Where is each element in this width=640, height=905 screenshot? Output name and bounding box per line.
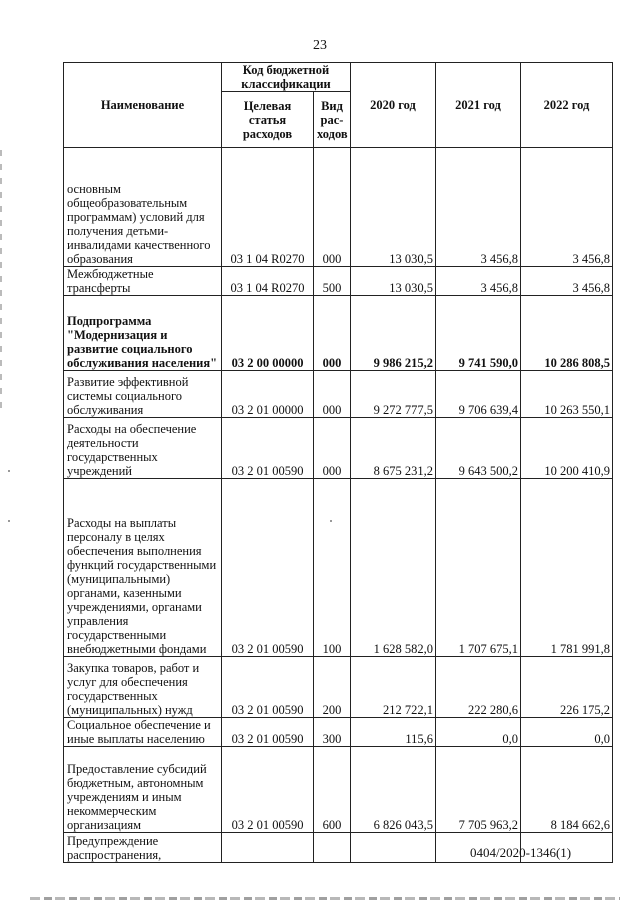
row-name: Подпрограмма "Модернизация и развитие социального обслуживания населения" [64,296,222,371]
row-2022: 0,0 [521,718,613,747]
scan-dot [330,520,332,522]
table-row [64,267,613,296]
row-target-article: 03 2 01 00000 [222,371,314,418]
table-row [64,371,613,418]
row-name: основным общеобразовательным программам) условий для получения детьми-инвалидами качественного образования [64,148,222,267]
scan-artifact-line [30,897,620,900]
scan-dot [8,520,10,522]
row-expense-type: 300 [314,718,351,747]
row-target-article: 03 2 01 00590 [222,747,314,833]
row-target-article [222,833,314,863]
header-expense-type: Вид рас-ходов [314,92,351,148]
row-expense-type: 200 [314,657,351,718]
table-row [64,718,613,747]
header-2021: 2021 год [436,63,521,148]
scan-dot [8,470,10,472]
row-name: Межбюджетные трансферты [64,267,222,296]
row-target-article: 03 2 01 00590 [222,479,314,657]
row-2020: 13 030,5 [351,148,436,267]
row-2022: 226 175,2 [521,657,613,718]
row-2021: 222 280,6 [436,657,521,718]
row-target-article: 03 2 01 00590 [222,657,314,718]
document-code: 0404/2020-1346(1) [470,845,572,860]
row-2022: 10 286 808,5 [521,296,613,371]
row-2021: 9 741 590,0 [436,296,521,371]
row-2022: 3 456,8 [521,267,613,296]
header-2022: 2022 год [521,63,613,148]
page-number: 23 [313,38,327,53]
row-name: Расходы на обеспечение деятельности государственных учреждений [64,418,222,479]
budget-table [63,62,613,863]
row-name: Предоставление субсидий бюджетным, автономным учреждениям и иным некоммерческим организациям [64,747,222,833]
row-2021: 7 705 963,2 [436,747,521,833]
row-target-article: 03 1 04 R0270 [222,148,314,267]
row-target-article: 03 1 04 R0270 [222,267,314,296]
scan-artifact-left [0,150,2,410]
header-code-group: Код бюджетной классификации [222,63,351,92]
row-2020: 115,6 [351,718,436,747]
table-row [64,148,613,267]
row-2022: 10 200 410,9 [521,418,613,479]
row-2021: 1 707 675,1 [436,479,521,657]
row-2021: 9 643 500,2 [436,418,521,479]
table-row [64,747,613,833]
table-row [64,657,613,718]
row-2022: 10 263 550,1 [521,371,613,418]
row-2020: 1 628 582,0 [351,479,436,657]
row-2022: 3 456,8 [521,148,613,267]
row-expense-type: 000 [314,148,351,267]
header-name: Наименование [64,63,222,148]
row-2020: 212 722,1 [351,657,436,718]
row-expense-type: 000 [314,418,351,479]
header-2020: 2020 год [351,63,436,148]
table-row [64,296,613,371]
row-2020: 6 826 043,5 [351,747,436,833]
row-expense-type: 100 [314,479,351,657]
row-2020: 9 986 215,2 [351,296,436,371]
row-2020 [351,833,436,863]
row-expense-type: 500 [314,267,351,296]
row-expense-type: 600 [314,747,351,833]
row-2021: 0,0 [436,718,521,747]
table-row [64,418,613,479]
row-2021: 3 456,8 [436,148,521,267]
row-2020: 13 030,5 [351,267,436,296]
row-target-article: 03 2 00 00000 [222,296,314,371]
row-2021: 9 706 639,4 [436,371,521,418]
row-2021: 3 456,8 [436,267,521,296]
row-expense-type: 000 [314,296,351,371]
row-target-article: 03 2 01 00590 [222,718,314,747]
row-name: Закупка товаров, работ и услуг для обеспечения государственных (муниципальных) нужд [64,657,222,718]
row-expense-type: 000 [314,371,351,418]
row-expense-type [314,833,351,863]
row-name: Расходы на выплаты персоналу в целях обеспечения выполнения функций государственными (муниципальными) органами, казенными учреждениями, органами управления государственными внебюджетными фондами [64,479,222,657]
table-row [64,479,613,657]
header-target-article: Целевая статья расходов [222,92,314,148]
row-2022: 1 781 991,8 [521,479,613,657]
row-target-article: 03 2 01 00590 [222,418,314,479]
row-2020: 9 272 777,5 [351,371,436,418]
row-name: Развитие эффективной системы социального обслуживания [64,371,222,418]
row-name: Социальное обеспечение и иные выплаты населению [64,718,222,747]
row-name: Предупреждение распространения, [64,833,222,863]
row-2022: 8 184 662,6 [521,747,613,833]
row-2020: 8 675 231,2 [351,418,436,479]
